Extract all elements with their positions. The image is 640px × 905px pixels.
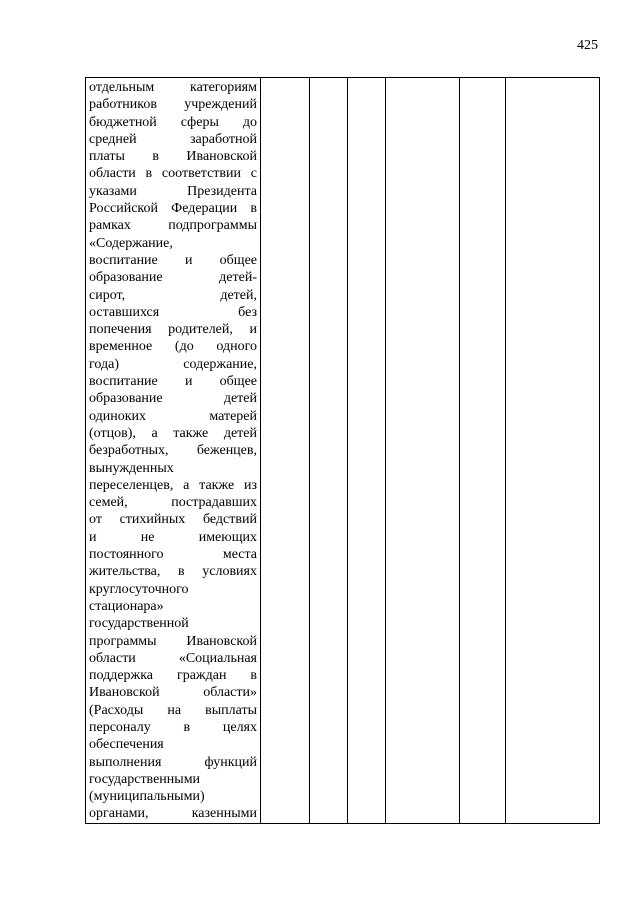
text-line: года) содержание,: [89, 356, 257, 372]
text-line: воспитание и общее: [89, 252, 257, 268]
text-line: обеспечения: [89, 737, 164, 753]
table-row: [86, 78, 600, 824]
page-number: 425: [577, 38, 598, 53]
text-line: работников учреждений: [89, 97, 257, 113]
text-line: Ивановской области»: [89, 685, 257, 701]
text-line: рамках подпрограммы: [89, 218, 257, 234]
text-line: образование детей: [89, 391, 257, 407]
text-line: средней заработной: [89, 131, 257, 147]
text-line: области «Социальная: [89, 650, 257, 666]
text-line: безработных, беженцев,: [89, 443, 257, 459]
empty-cell: [506, 78, 600, 824]
empty-cell: [261, 78, 310, 824]
text-line: персоналу в целях: [89, 719, 257, 735]
text-line: вынужденных: [89, 460, 174, 476]
text-line: (Расходы на выплаты: [89, 702, 257, 718]
text-line: отдельным категориям: [89, 80, 257, 95]
description-cell: [86, 78, 261, 824]
text-line: Российской Федерации в: [89, 201, 257, 217]
text-line: постоянного места: [89, 547, 257, 563]
description-text: [89, 79, 257, 823]
text-line: и не имеющих: [89, 529, 257, 545]
text-line: «Содержание,: [89, 235, 173, 251]
text-line: поддержка граждан в: [89, 668, 257, 684]
text-line: семей, пострадавших: [89, 495, 257, 511]
text-line: указами Президента: [89, 183, 257, 199]
text-line: области в соответствии с: [89, 166, 257, 182]
empty-cell: [348, 78, 386, 824]
text-line: круглосуточного: [89, 581, 189, 597]
text-line: одиноких матерей: [89, 408, 257, 424]
empty-cell: [310, 78, 348, 824]
text-line: государственной: [89, 616, 189, 632]
budget-table: [85, 77, 600, 824]
text-line: жительства, в условиях: [89, 564, 257, 580]
empty-cell: [460, 78, 506, 824]
text-line: переселенцев, а также из: [89, 477, 257, 493]
empty-cell: [386, 78, 460, 824]
text-line: органами, казенными: [89, 806, 257, 822]
text-line: платы в Ивановской: [89, 149, 257, 165]
text-line: сирот, детей,: [89, 287, 257, 303]
text-line: государственными: [89, 771, 201, 787]
text-line: оставшихся без: [89, 304, 257, 320]
text-line: бюджетной сферы до: [89, 114, 257, 130]
text-line: (муниципальными): [89, 789, 205, 805]
text-line: от стихийных бедствий: [89, 512, 257, 528]
text-line: образование детей-: [89, 270, 257, 286]
text-line: программы Ивановской: [89, 633, 257, 649]
text-line: попечения родителей, и: [89, 322, 257, 338]
text-line: выполнения функций: [89, 754, 257, 770]
text-line: воспитание и общее: [89, 374, 257, 390]
text-line: стационара»: [89, 598, 164, 614]
text-line: (отцов), а также детей: [89, 425, 257, 441]
text-line: временное (до одного: [89, 339, 257, 355]
